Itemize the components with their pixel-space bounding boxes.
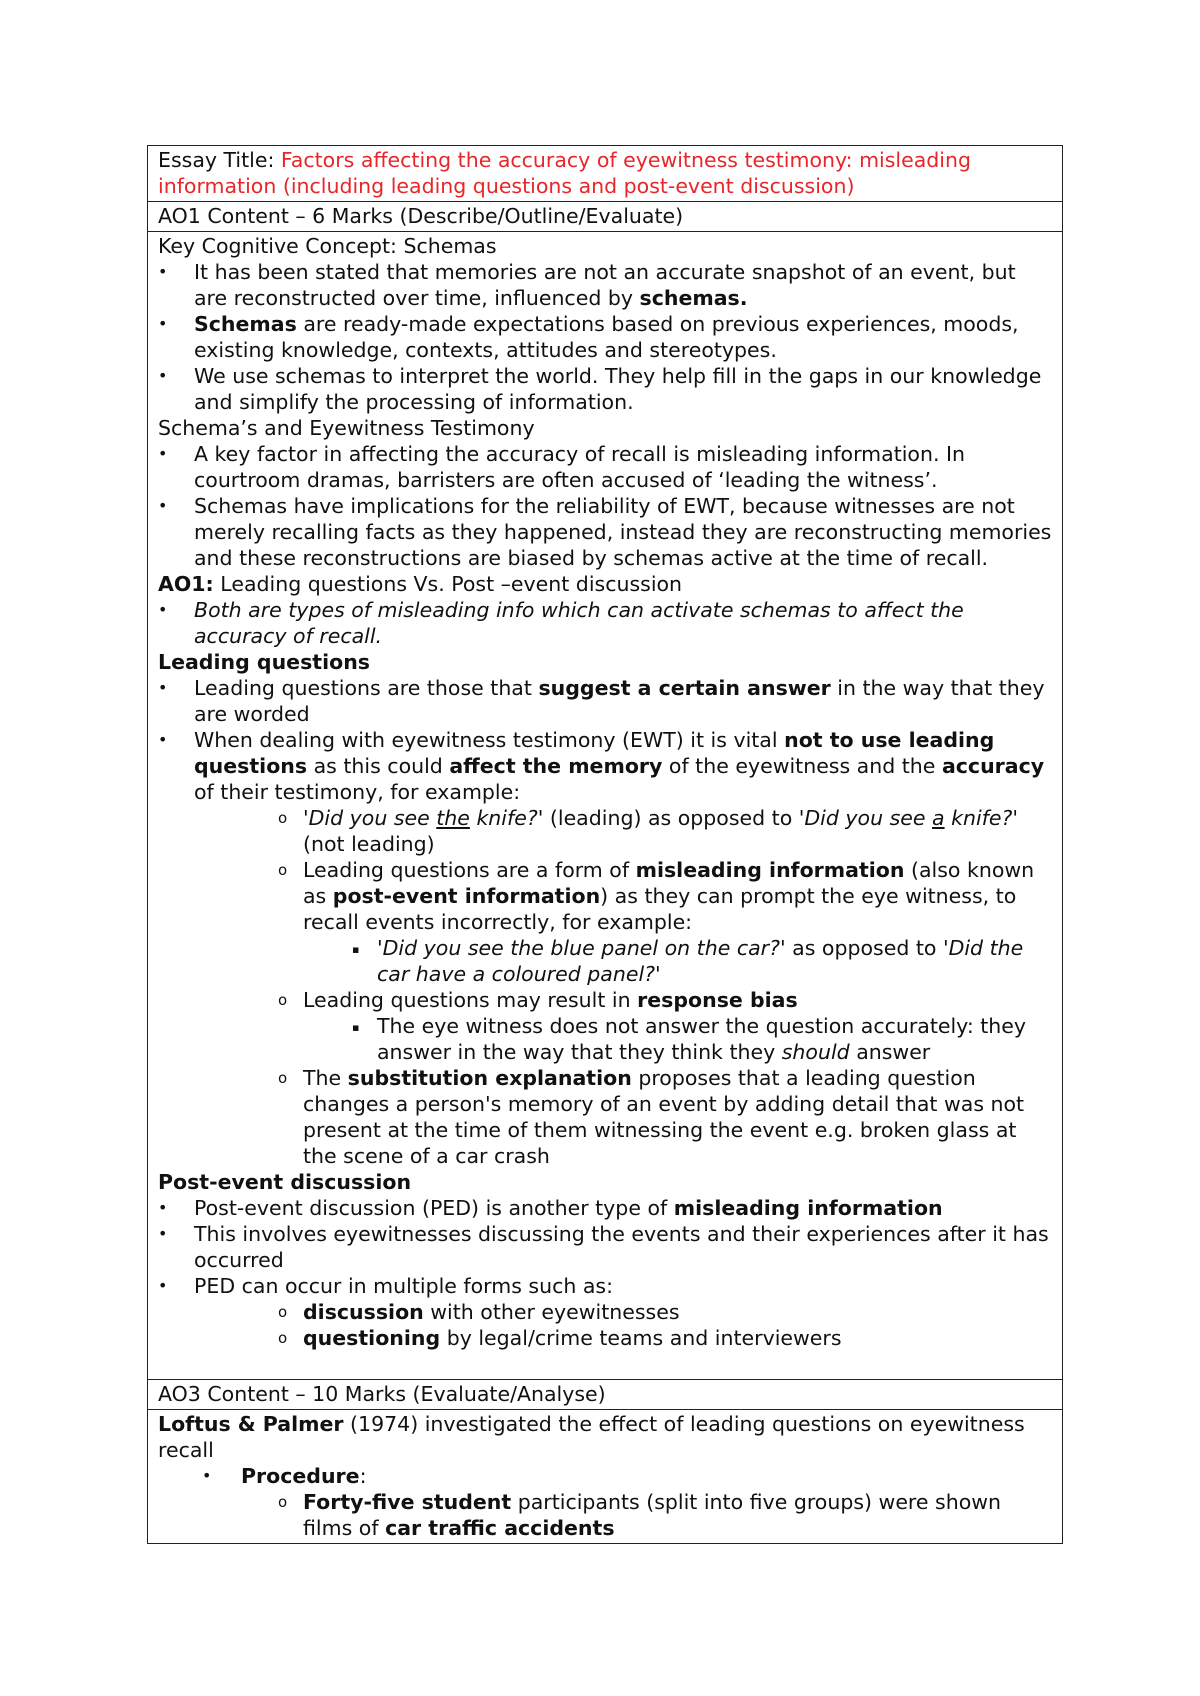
plain-text: The (303, 1066, 348, 1090)
list-item (158, 493, 1052, 571)
bullet-marker: • (158, 496, 168, 515)
ao3-header-row (148, 1380, 1063, 1410)
underlined-text: a (932, 806, 945, 830)
ao1-header-cell: AO1 Content – 6 Marks (Describe/Outline/Evaluate) (148, 202, 1063, 232)
bullet-text: A key factor in affecting the accuracy of recall is misleading information. In courtroom dramas, barristers are often accused of ‘leading the witness’. (194, 442, 966, 492)
procedure-item (158, 1463, 1052, 1489)
loftus-palmer-intro (158, 1411, 1052, 1463)
list-item (158, 259, 1052, 311)
ao1-subheading (158, 571, 1052, 597)
list-item (158, 1195, 1052, 1221)
list-item (158, 727, 1052, 805)
sub-list-item (158, 987, 1052, 1013)
bullet-bold: not to use leading questions (194, 728, 995, 778)
post-event-heading: Post-event discussion (158, 1170, 412, 1194)
bullet-marker: • (158, 1198, 168, 1217)
title-cell (148, 146, 1063, 202)
ao1-content-row (148, 232, 1063, 1380)
bold-text: misleading information (635, 858, 905, 882)
bullet-text: We use schemas to interpret the world. They help fill in the gaps in our knowledge and simplify the processing of information. (194, 364, 1042, 414)
quote: ' (655, 962, 661, 986)
bullet-text: This involves eyewitnesses discussing the events and their experiences after it has occurred (194, 1222, 1049, 1272)
bullet-text: Schemas have implications for the reliability of EWT, because witnesses are not merely recalling facts as they happened, instead they are reconstructing memories and these reconstructions are biased by schemas active at the time of recall. (194, 494, 1052, 570)
sub-list-item (158, 1299, 1052, 1325)
ao3-content-cell (148, 1410, 1063, 1544)
ao1-header-row (148, 202, 1063, 232)
italic-text: knife? (944, 806, 1013, 830)
sub-marker: o (278, 1303, 288, 1321)
bullet-marker: • (202, 1466, 212, 1485)
list-item (158, 675, 1052, 727)
sub-sub-list-item (158, 1013, 1052, 1065)
square-marker: ▪ (352, 943, 360, 956)
bold-text: substitution explanation (347, 1066, 632, 1090)
plain-text: ' as opposed to ' (780, 936, 949, 960)
bullet-text: are ready-made expectations based on previous experiences, moods, existing knowledge, contexts, attitudes and stereotypes. (194, 312, 1019, 362)
list-item (158, 363, 1052, 415)
bullet-marker: • (158, 314, 168, 333)
sub-list-item (158, 805, 1052, 857)
bullet-text: as this could (307, 754, 450, 778)
bullet-marker: • (158, 366, 168, 385)
plain-text: The eye witness does not answer the question accurately: they answer in the way that they think they (377, 1014, 1027, 1064)
bold-text: Forty-five student (303, 1490, 512, 1514)
bullet-bold: Schemas (194, 312, 297, 336)
sub-marker: o (278, 1329, 288, 1347)
procedure-label: Procedure (241, 1464, 360, 1488)
bullet-text: Leading questions are those that (194, 676, 539, 700)
bullet-text: in the way that they are worded (194, 676, 1045, 726)
list-item (158, 1221, 1052, 1273)
bullet-text: Post-event discussion (PED) is another type of (194, 1196, 674, 1220)
bullet-marker: • (158, 730, 168, 749)
plain-text: Leading questions may result in (303, 988, 638, 1012)
empty-line (158, 1351, 1052, 1377)
procedure-colon: : (359, 1464, 367, 1488)
italic-text: should (781, 1040, 850, 1064)
bullet-italic: Both are types of misleading info which can activate schemas to affect the accuracy of recall. (194, 598, 964, 648)
bullet-text: of the eyewitness and the (662, 754, 942, 778)
plain-text: ' (not leading) (303, 806, 1019, 856)
ao3-content-row (148, 1410, 1063, 1544)
essay-title-label: Essay Title: (158, 148, 281, 172)
sub-sub-list-item (158, 935, 1052, 987)
plain-text: proposes that a leading question changes a person's memory of an event by adding detail that was not present at the time of them witnessing the event e.g. broken glass at the scene of a car crash (303, 1066, 1025, 1168)
bold-text: discussion (303, 1300, 424, 1324)
italic-text: Did you see (308, 806, 437, 830)
italic-text: Did the car have a coloured panel? (377, 936, 1024, 986)
square-marker: ▪ (352, 1021, 360, 1034)
essay-plan-table (147, 145, 1063, 1544)
leading-questions-heading: Leading questions (158, 650, 370, 674)
bullet-marker: • (158, 1276, 168, 1295)
essay-title-text: Factors affecting the accuracy of eyewitness testimony: misleading information (including leading questions and post-event discussion) (158, 148, 972, 198)
plain-text: Leading questions are a form of (303, 858, 636, 882)
ao1-content-cell (148, 232, 1063, 1380)
bullet-bold: misleading information (673, 1196, 943, 1220)
plain-text: (also known as (303, 858, 1035, 908)
sub-list-item (158, 1065, 1052, 1169)
list-item (158, 311, 1052, 363)
bullet-text: When dealing with eyewitness testimony (EWT) it is vital (194, 728, 785, 752)
sub-marker: o (278, 809, 288, 827)
bold-text: questioning (303, 1326, 441, 1350)
study-description: (1974) investigated the effect of leading questions on eyewitness recall (158, 1412, 1025, 1462)
bullet-bold: schemas. (639, 286, 748, 310)
sub-marker: o (278, 1069, 288, 1087)
plain-text: with other eyewitnesses (423, 1300, 680, 1324)
underlined-text: the (436, 806, 470, 830)
sub-marker: o (278, 861, 288, 879)
title-row (148, 146, 1063, 202)
list-item (158, 1273, 1052, 1299)
bullet-text: PED can occur in multiple forms such as: (194, 1274, 614, 1298)
schemas-heading: Key Cognitive Concept: Schemas (158, 234, 497, 258)
bullet-text: of their testimony, for example: (194, 780, 521, 804)
sub-marker: o (278, 1493, 288, 1511)
schema-ewt-heading: Schema’s and Eyewitness Testimony (158, 416, 535, 440)
list-item (158, 597, 1052, 649)
italic-text: Did you see the blue panel on the car? (382, 936, 780, 960)
sub-marker: o (278, 991, 288, 1009)
sub-list-item (158, 857, 1052, 935)
italic-text: Did you see (804, 806, 933, 830)
bullet-bold: suggest a certain answer (538, 676, 831, 700)
bullet-text: It has been stated that memories are not an accurate snapshot of an event, but are reconstructed over time, influenced by (194, 260, 1016, 310)
ao1-subheading-text: Leading questions Vs. Post –event discussion (213, 572, 683, 596)
ao3-header-cell: AO3 Content – 10 Marks (Evaluate/Analyse) (148, 1380, 1063, 1410)
italic-text: knife? (469, 806, 538, 830)
bullet-marker: • (158, 1224, 168, 1243)
plain-text: answer (849, 1040, 931, 1064)
list-item (158, 441, 1052, 493)
bold-text: post-event information (332, 884, 601, 908)
bullet-bold: accuracy (941, 754, 1045, 778)
bullet-marker: • (158, 262, 168, 281)
bullet-marker: • (158, 678, 168, 697)
study-name: Loftus & Palmer (158, 1412, 344, 1436)
bold-text: response bias (637, 988, 798, 1012)
bullet-bold: affect the memory (449, 754, 663, 778)
plain-text: participants (split into five groups) were shown films of (303, 1490, 1002, 1540)
quote: ' (377, 936, 383, 960)
plain-text: by legal/crime teams and interviewers (440, 1326, 842, 1350)
ao1-label: AO1: (158, 572, 214, 596)
sub-list-item (158, 1325, 1052, 1351)
quote: ' (303, 806, 309, 830)
bullet-marker: • (158, 600, 168, 619)
plain-text: ) as they can prompt the eye witness, to recall events incorrectly, for example: (303, 884, 1017, 934)
bold-text: car traffic accidents (385, 1516, 615, 1540)
bullet-marker: • (158, 444, 168, 463)
plain-text: ' (leading) as opposed to ' (537, 806, 805, 830)
sub-list-item (158, 1489, 1052, 1541)
